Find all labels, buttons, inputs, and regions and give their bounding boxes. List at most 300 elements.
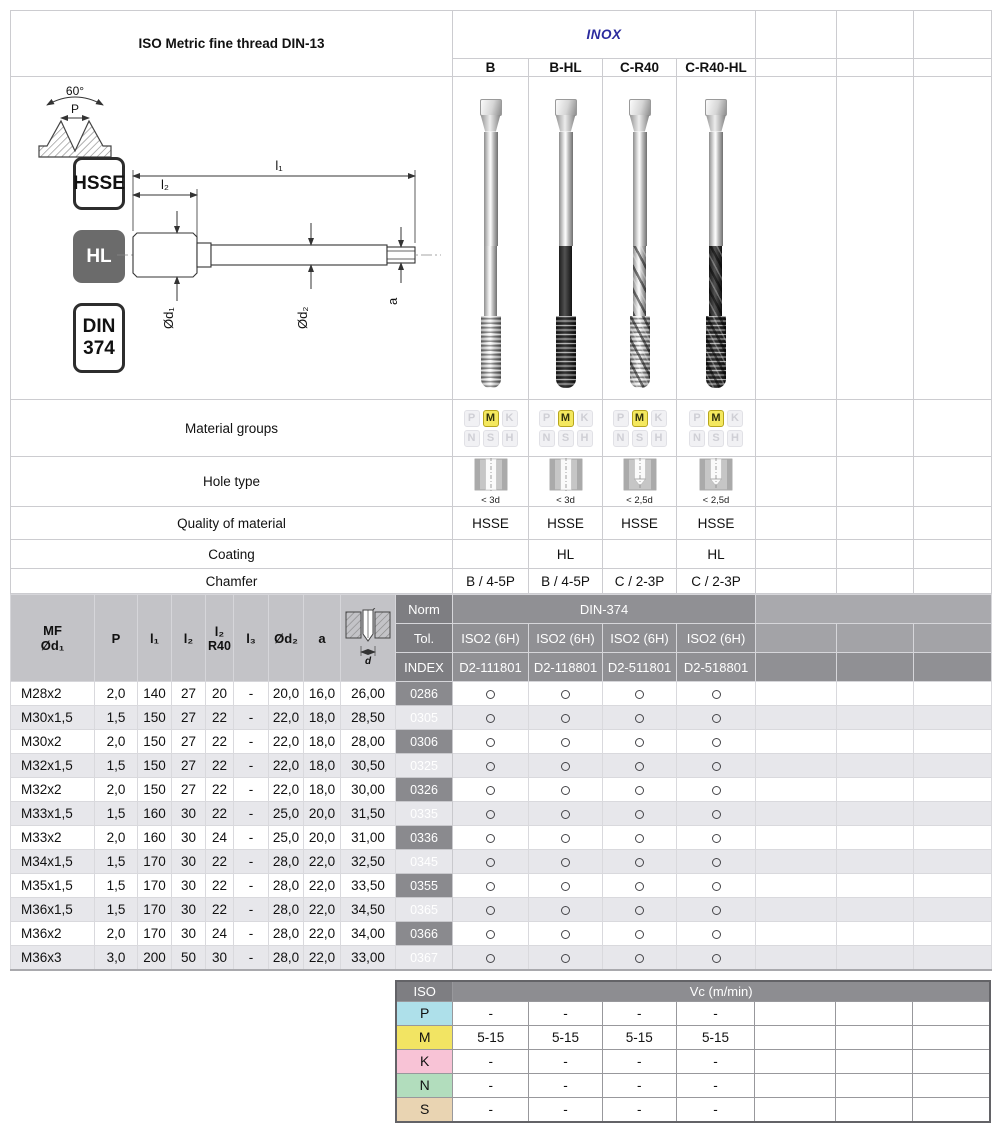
availability-cell — [677, 898, 756, 922]
spec-cell: 20 — [206, 682, 234, 706]
empty-cell — [756, 11, 837, 59]
index-cell: 0345 — [396, 850, 453, 874]
spec-row — [11, 682, 992, 706]
material-groups-cell — [529, 400, 603, 457]
material-group-m: M — [483, 410, 499, 427]
empty-cell — [756, 400, 837, 457]
empty-cell — [914, 946, 992, 971]
empty-cell — [914, 850, 992, 874]
spec-cell: 30 — [172, 826, 206, 850]
vc-value: - — [529, 1001, 603, 1025]
availability-cell — [529, 874, 603, 898]
spec-cell: M36x2 — [11, 922, 95, 946]
empty-header — [756, 595, 992, 624]
vc-value: - — [453, 1001, 529, 1025]
available-marker-icon — [712, 858, 721, 867]
spec-cell: 170 — [138, 874, 172, 898]
spec-cell: M32x1,5 — [11, 754, 95, 778]
material-groups-cell — [603, 400, 677, 457]
empty-cell — [837, 826, 914, 850]
spec-cell: 1,5 — [95, 754, 138, 778]
available-marker-icon — [635, 954, 644, 963]
material-group-k: K — [577, 410, 593, 427]
available-marker-icon — [635, 882, 644, 891]
material-group-s: S — [558, 430, 574, 447]
spec-cell: 28,0 — [269, 922, 304, 946]
spec-cell: 50 — [172, 946, 206, 971]
empty-cell — [756, 59, 837, 77]
spec-cell: 20,0 — [304, 802, 341, 826]
spec-cell: - — [234, 682, 269, 706]
available-marker-icon — [486, 954, 495, 963]
material-group-p: P — [689, 410, 705, 427]
material-group-p: P — [613, 410, 629, 427]
vc-value: - — [676, 1097, 755, 1122]
available-marker-icon — [712, 762, 721, 771]
empty-cell — [756, 754, 837, 778]
material-group-n: N — [464, 430, 480, 447]
spec-cell: 33,00 — [341, 946, 396, 971]
blind-hole-icon — [697, 458, 735, 491]
availability-cell — [453, 706, 529, 730]
availability-cell — [677, 754, 756, 778]
empty-cell — [756, 457, 837, 507]
empty-cell — [837, 569, 914, 594]
availability-cell — [453, 754, 529, 778]
empty-cell — [756, 540, 837, 569]
available-marker-icon — [561, 714, 570, 723]
empty-cell — [756, 706, 837, 730]
spec-cell: 28,50 — [341, 706, 396, 730]
material-group-s: S — [708, 430, 724, 447]
spec-row — [11, 802, 992, 826]
cutting-row — [396, 1001, 990, 1025]
empty-cell — [756, 802, 837, 826]
badge-hsse-label: HSSE — [73, 172, 125, 194]
availability-cell — [529, 802, 603, 826]
quality-value: HSSE — [453, 507, 529, 540]
empty-cell — [836, 1073, 913, 1097]
spec-cell: 22,0 — [304, 850, 341, 874]
availability-cell — [603, 850, 677, 874]
svg-text:d: d — [364, 655, 372, 666]
availability-cell — [453, 898, 529, 922]
availability-cell — [529, 754, 603, 778]
vc-value: - — [676, 1049, 755, 1073]
col-header-drill — [341, 595, 396, 682]
iso-group-n: N — [396, 1073, 453, 1097]
spec-cell: - — [234, 946, 269, 971]
availability-cell — [529, 706, 603, 730]
available-marker-icon — [712, 954, 721, 963]
empty-cell — [836, 1025, 913, 1049]
availability-cell — [453, 778, 529, 802]
svg-text:Ød₂: Ød₂ — [295, 306, 310, 329]
badge-din-line1: DIN — [82, 316, 116, 337]
spec-cell: 18,0 — [304, 754, 341, 778]
col-header-l2-r40-top: l₂ — [214, 623, 225, 639]
spec-cell: 150 — [138, 754, 172, 778]
hole-type-value: < 3d — [481, 494, 500, 506]
empty-cell — [837, 802, 914, 826]
tol-value: ISO2 (6H) — [453, 624, 529, 653]
spec-table — [10, 594, 992, 971]
availability-cell — [677, 850, 756, 874]
empty-cell — [837, 682, 914, 706]
available-marker-icon — [486, 738, 495, 747]
availability-cell — [453, 946, 529, 971]
vc-value: - — [529, 1073, 603, 1097]
empty-header — [756, 624, 837, 653]
hole-type-value: < 3d — [556, 494, 575, 506]
empty-cell — [837, 850, 914, 874]
available-marker-icon — [635, 906, 644, 915]
index-cell: 0355 — [396, 874, 453, 898]
availability-cell — [453, 826, 529, 850]
empty-header — [914, 653, 992, 682]
spec-cell: 32,50 — [341, 850, 396, 874]
spec-cell: M33x1,5 — [11, 802, 95, 826]
available-marker-icon — [561, 954, 570, 963]
available-marker-icon — [486, 858, 495, 867]
spec-cell: M36x3 — [11, 946, 95, 971]
col-header-p: P — [95, 595, 138, 682]
spec-cell: 22 — [206, 778, 234, 802]
tol-value: ISO2 (6H) — [603, 624, 677, 653]
vc-value: - — [453, 1073, 529, 1097]
spec-table-body — [11, 682, 992, 971]
svg-text:l₁: l₁ — [275, 158, 283, 173]
availability-cell — [529, 898, 603, 922]
spec-cell: - — [234, 874, 269, 898]
spec-cell: - — [234, 730, 269, 754]
vc-value: - — [453, 1049, 529, 1073]
availability-cell — [677, 778, 756, 802]
available-marker-icon — [561, 882, 570, 891]
empty-cell — [914, 569, 992, 594]
empty-cell — [837, 898, 914, 922]
cutting-row — [396, 1025, 990, 1049]
hole-type-cell — [453, 457, 529, 507]
spec-cell: 27 — [172, 778, 206, 802]
material-group-p: P — [464, 410, 480, 427]
tap-image-c-r40-hl — [677, 77, 756, 400]
index-cell: 0366 — [396, 922, 453, 946]
availability-cell — [529, 778, 603, 802]
availability-cell — [603, 706, 677, 730]
empty-cell — [756, 898, 837, 922]
spec-cell: 22 — [206, 850, 234, 874]
spec-cell: 20,0 — [269, 682, 304, 706]
spec-cell: 1,5 — [95, 802, 138, 826]
empty-cell — [914, 59, 992, 77]
vc-header: Vc (m/min) — [453, 981, 990, 1001]
iso-header: ISO — [396, 981, 453, 1001]
tap-image-c-r40 — [603, 77, 677, 400]
spec-cell: 22,0 — [269, 706, 304, 730]
drill-diameter-icon — [344, 608, 392, 666]
availability-cell — [603, 922, 677, 946]
spec-cell: 30 — [172, 898, 206, 922]
spec-cell: 3,0 — [95, 946, 138, 971]
available-marker-icon — [712, 906, 721, 915]
availability-cell — [677, 802, 756, 826]
svg-text:l₂: l₂ — [161, 177, 169, 192]
availability-cell — [529, 730, 603, 754]
col-header-l3: l₃ — [234, 595, 269, 682]
empty-cell — [912, 1073, 990, 1097]
vc-value: 5-15 — [529, 1025, 603, 1049]
cutting-row — [396, 1073, 990, 1097]
available-marker-icon — [712, 690, 721, 699]
empty-cell — [914, 400, 992, 457]
empty-cell — [837, 457, 914, 507]
empty-cell — [914, 898, 992, 922]
vc-value: - — [602, 1073, 676, 1097]
tap-photo-spiral-coated — [692, 99, 740, 391]
spec-cell: 22 — [206, 706, 234, 730]
spec-cell: 30,50 — [341, 754, 396, 778]
spec-cell: 150 — [138, 706, 172, 730]
availability-cell — [529, 946, 603, 971]
available-marker-icon — [712, 714, 721, 723]
spec-cell: 27 — [172, 754, 206, 778]
material-group-grid — [529, 410, 602, 447]
availability-cell — [453, 922, 529, 946]
spec-cell: 30 — [172, 802, 206, 826]
empty-cell — [914, 11, 992, 59]
iso-group-s: S — [396, 1097, 453, 1122]
svg-text:P: P — [70, 102, 80, 116]
col-header-size — [11, 595, 95, 682]
spec-cell: 25,0 — [269, 802, 304, 826]
empty-header — [756, 653, 837, 682]
blind-hole-icon — [621, 458, 659, 491]
availability-cell — [677, 682, 756, 706]
availability-cell — [603, 946, 677, 971]
norm-label: Norm — [396, 595, 453, 624]
empty-header — [837, 653, 914, 682]
brand-title: INOX — [453, 11, 756, 59]
spec-cell: 27 — [172, 730, 206, 754]
index-value: D2-518801 — [677, 653, 756, 682]
availability-cell — [603, 874, 677, 898]
spec-cell: 2,0 — [95, 682, 138, 706]
spec-cell: 30 — [172, 850, 206, 874]
availability-cell — [603, 682, 677, 706]
spec-cell: M34x1,5 — [11, 850, 95, 874]
empty-header — [914, 624, 992, 653]
norm-value: DIN-374 — [453, 595, 756, 624]
spec-cell: 24 — [206, 922, 234, 946]
empty-cell — [914, 826, 992, 850]
material-group-m: M — [558, 410, 574, 427]
spec-cell: - — [234, 826, 269, 850]
available-marker-icon — [486, 906, 495, 915]
spec-row — [11, 778, 992, 802]
spec-cell: 170 — [138, 850, 172, 874]
spec-cell: 22,0 — [304, 898, 341, 922]
vc-value: - — [602, 1001, 676, 1025]
empty-cell — [837, 77, 914, 400]
empty-cell — [756, 850, 837, 874]
available-marker-icon — [561, 858, 570, 867]
coating-label: Coating — [11, 540, 453, 569]
availability-cell — [453, 802, 529, 826]
index-cell: 0365 — [396, 898, 453, 922]
dimension-drawing — [115, 143, 447, 335]
spec-cell: 150 — [138, 778, 172, 802]
material-group-k: K — [502, 410, 518, 427]
index-cell: 0335 — [396, 802, 453, 826]
chamfer-label: Chamfer — [11, 569, 453, 594]
empty-cell — [836, 1001, 913, 1025]
empty-cell — [756, 826, 837, 850]
index-value: D2-511801 — [603, 653, 677, 682]
available-marker-icon — [635, 786, 644, 795]
empty-cell — [756, 730, 837, 754]
cutting-row — [396, 1097, 990, 1122]
material-groups-cell — [677, 400, 756, 457]
availability-cell — [677, 730, 756, 754]
available-marker-icon — [486, 882, 495, 891]
badge-hl-label: HL — [86, 245, 112, 267]
spec-cell: 34,50 — [341, 898, 396, 922]
material-group-k: K — [727, 410, 743, 427]
spec-cell: M30x1,5 — [11, 706, 95, 730]
available-marker-icon — [486, 714, 495, 723]
spec-cell: 26,00 — [341, 682, 396, 706]
tap-image-b-hl — [529, 77, 603, 400]
material-group-n: N — [613, 430, 629, 447]
index-cell: 0325 — [396, 754, 453, 778]
available-marker-icon — [486, 690, 495, 699]
tap-photo-spiral — [616, 99, 664, 391]
availability-cell — [529, 850, 603, 874]
iso-group-p: P — [396, 1001, 453, 1025]
col-header-a: a — [304, 595, 341, 682]
spec-cell: 2,0 — [95, 826, 138, 850]
index-value: D2-111801 — [453, 653, 529, 682]
available-marker-icon — [635, 930, 644, 939]
spec-cell: M36x1,5 — [11, 898, 95, 922]
index-cell: 0367 — [396, 946, 453, 971]
col-header-l2-r40 — [206, 595, 234, 682]
empty-cell — [755, 1073, 836, 1097]
index-cell: 0326 — [396, 778, 453, 802]
chamfer-value: C / 2-3P — [677, 569, 756, 594]
empty-cell — [755, 1025, 836, 1049]
empty-cell — [912, 1001, 990, 1025]
empty-cell — [914, 778, 992, 802]
spec-cell: 1,5 — [95, 706, 138, 730]
coating-value — [453, 540, 529, 569]
availability-cell — [677, 946, 756, 971]
vc-value: 5-15 — [453, 1025, 529, 1049]
material-group-p: P — [539, 410, 555, 427]
availability-cell — [603, 802, 677, 826]
available-marker-icon — [712, 882, 721, 891]
spec-cell: - — [234, 754, 269, 778]
index-label: INDEX — [396, 653, 453, 682]
spec-cell: 22 — [206, 874, 234, 898]
vc-value: - — [453, 1097, 529, 1122]
spec-cell: M30x2 — [11, 730, 95, 754]
available-marker-icon — [561, 810, 570, 819]
coating-value: HL — [677, 540, 756, 569]
availability-cell — [603, 898, 677, 922]
spec-cell: 27 — [172, 682, 206, 706]
empty-cell — [755, 1049, 836, 1073]
hole-type-cell — [677, 457, 756, 507]
spec-cell: - — [234, 898, 269, 922]
spec-cell: 22 — [206, 802, 234, 826]
coating-value — [603, 540, 677, 569]
spec-cell: 22,0 — [269, 754, 304, 778]
empty-cell — [756, 507, 837, 540]
index-cell: 0306 — [396, 730, 453, 754]
spec-cell: 22,0 — [304, 922, 341, 946]
material-group-h: H — [577, 430, 593, 447]
empty-cell — [837, 874, 914, 898]
material-group-n: N — [539, 430, 555, 447]
vc-value: 5-15 — [676, 1025, 755, 1049]
spec-cell: 28,0 — [269, 874, 304, 898]
empty-cell — [914, 730, 992, 754]
vc-value: - — [529, 1049, 603, 1073]
empty-cell — [755, 1001, 836, 1025]
empty-cell — [912, 1049, 990, 1073]
empty-cell — [756, 778, 837, 802]
vc-value: 5-15 — [602, 1025, 676, 1049]
spec-cell: 24 — [206, 826, 234, 850]
availability-cell — [529, 682, 603, 706]
left-panel — [11, 77, 453, 400]
spec-row — [11, 706, 992, 730]
col-header-l1: l₁ — [138, 595, 172, 682]
spec-cell: 1,5 — [95, 874, 138, 898]
available-marker-icon — [712, 810, 721, 819]
index-cell: 0305 — [396, 706, 453, 730]
spec-row — [11, 922, 992, 946]
spec-cell: - — [234, 778, 269, 802]
spec-cell: 30 — [206, 946, 234, 971]
available-marker-icon — [561, 786, 570, 795]
through-hole-icon — [472, 458, 510, 491]
empty-cell — [914, 457, 992, 507]
spec-cell: 28,0 — [269, 898, 304, 922]
availability-cell — [677, 874, 756, 898]
material-group-grid — [677, 410, 755, 447]
availability-cell — [453, 850, 529, 874]
available-marker-icon — [712, 930, 721, 939]
spec-cell: 28,0 — [269, 850, 304, 874]
chamfer-value: B / 4-5P — [529, 569, 603, 594]
catalog-page — [10, 10, 991, 1123]
material-group-grid — [603, 410, 676, 447]
spec-cell: 140 — [138, 682, 172, 706]
availability-cell — [529, 922, 603, 946]
spec-row — [11, 946, 992, 971]
spec-cell: 18,0 — [304, 778, 341, 802]
vc-value: - — [529, 1097, 603, 1122]
coating-value: HL — [529, 540, 603, 569]
availability-cell — [529, 826, 603, 850]
available-marker-icon — [561, 762, 570, 771]
available-marker-icon — [486, 786, 495, 795]
svg-text:Ød₁: Ød₁ — [161, 307, 176, 329]
spec-row — [11, 826, 992, 850]
